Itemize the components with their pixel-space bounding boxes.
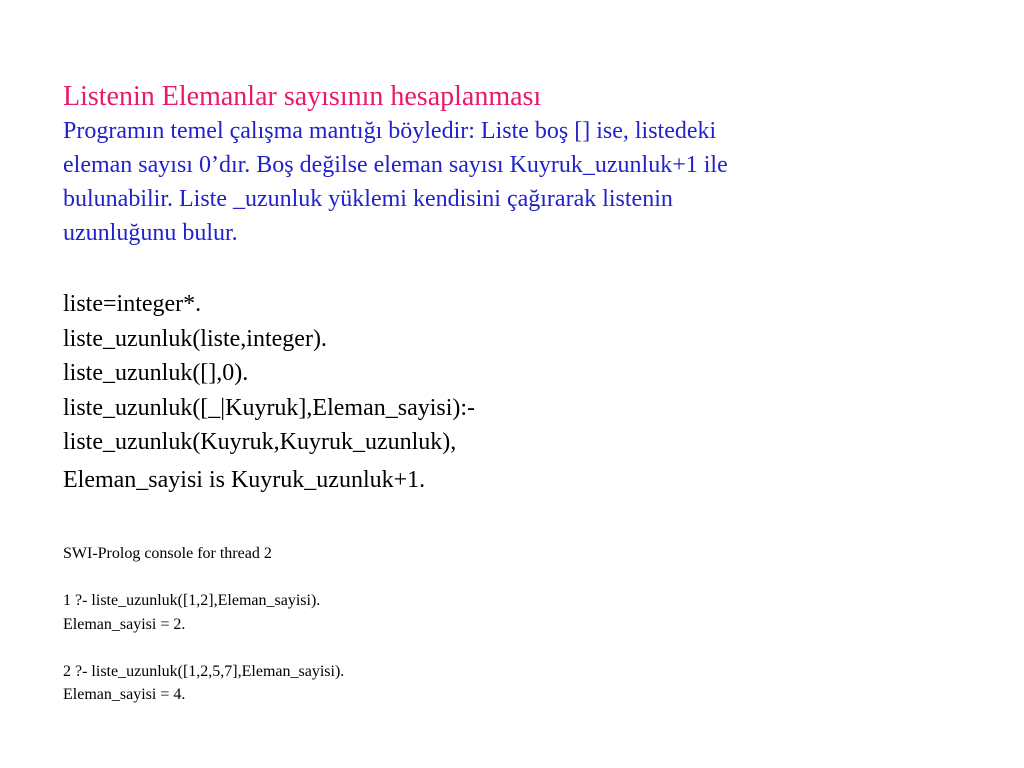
description-line: Programın temel çalışma mantığı böyledir: Liste boş [] ise, listedeki	[63, 118, 717, 144]
slide-title: Listenin Elemanlar sayısının hesaplanması	[63, 81, 542, 112]
description-line: eleman sayısı 0’dır. Boş değilse eleman sayısı Kuyruk_uzunluk+1 ile	[63, 152, 728, 178]
console-result: Eleman_sayisi = 4.	[63, 686, 186, 703]
description-line: uzunluğunu bulur.	[63, 220, 238, 246]
console-query: 1 ?- liste_uzunluk([1,2],Eleman_sayisi).	[63, 592, 321, 609]
prolog-console-output	[63, 542, 344, 707]
slide-description	[63, 114, 963, 250]
code-line: liste_uzunluk([_|Kuyruk],Eleman_sayisi):-	[63, 394, 476, 421]
console-header: SWI-Prolog console for thread 2	[63, 545, 272, 562]
code-line: liste_uzunluk(liste,integer).	[63, 325, 327, 352]
code-line: liste=integer*.	[63, 291, 202, 317]
console-spacer	[63, 636, 344, 660]
prolog-code-block	[63, 287, 475, 500]
code-line: Eleman_sayisi is Kuyruk_uzunluk+1.	[63, 466, 426, 493]
console-result: Eleman_sayisi = 2.	[63, 615, 186, 633]
code-line: liste_uzunluk(Kuyruk,Kuyruk_uzunluk),	[63, 429, 457, 455]
code-line: liste_uzunluk([],0).	[63, 360, 249, 386]
console-spacer	[63, 566, 344, 590]
console-query: 2 ?- liste_uzunluk([1,2,5,7],Eleman_sayisi).	[63, 662, 345, 680]
slide-text-block	[63, 80, 963, 250]
description-line: bulunabilir. Liste _uzunluk yüklemi kendisini çağırarak listenin	[63, 186, 673, 212]
